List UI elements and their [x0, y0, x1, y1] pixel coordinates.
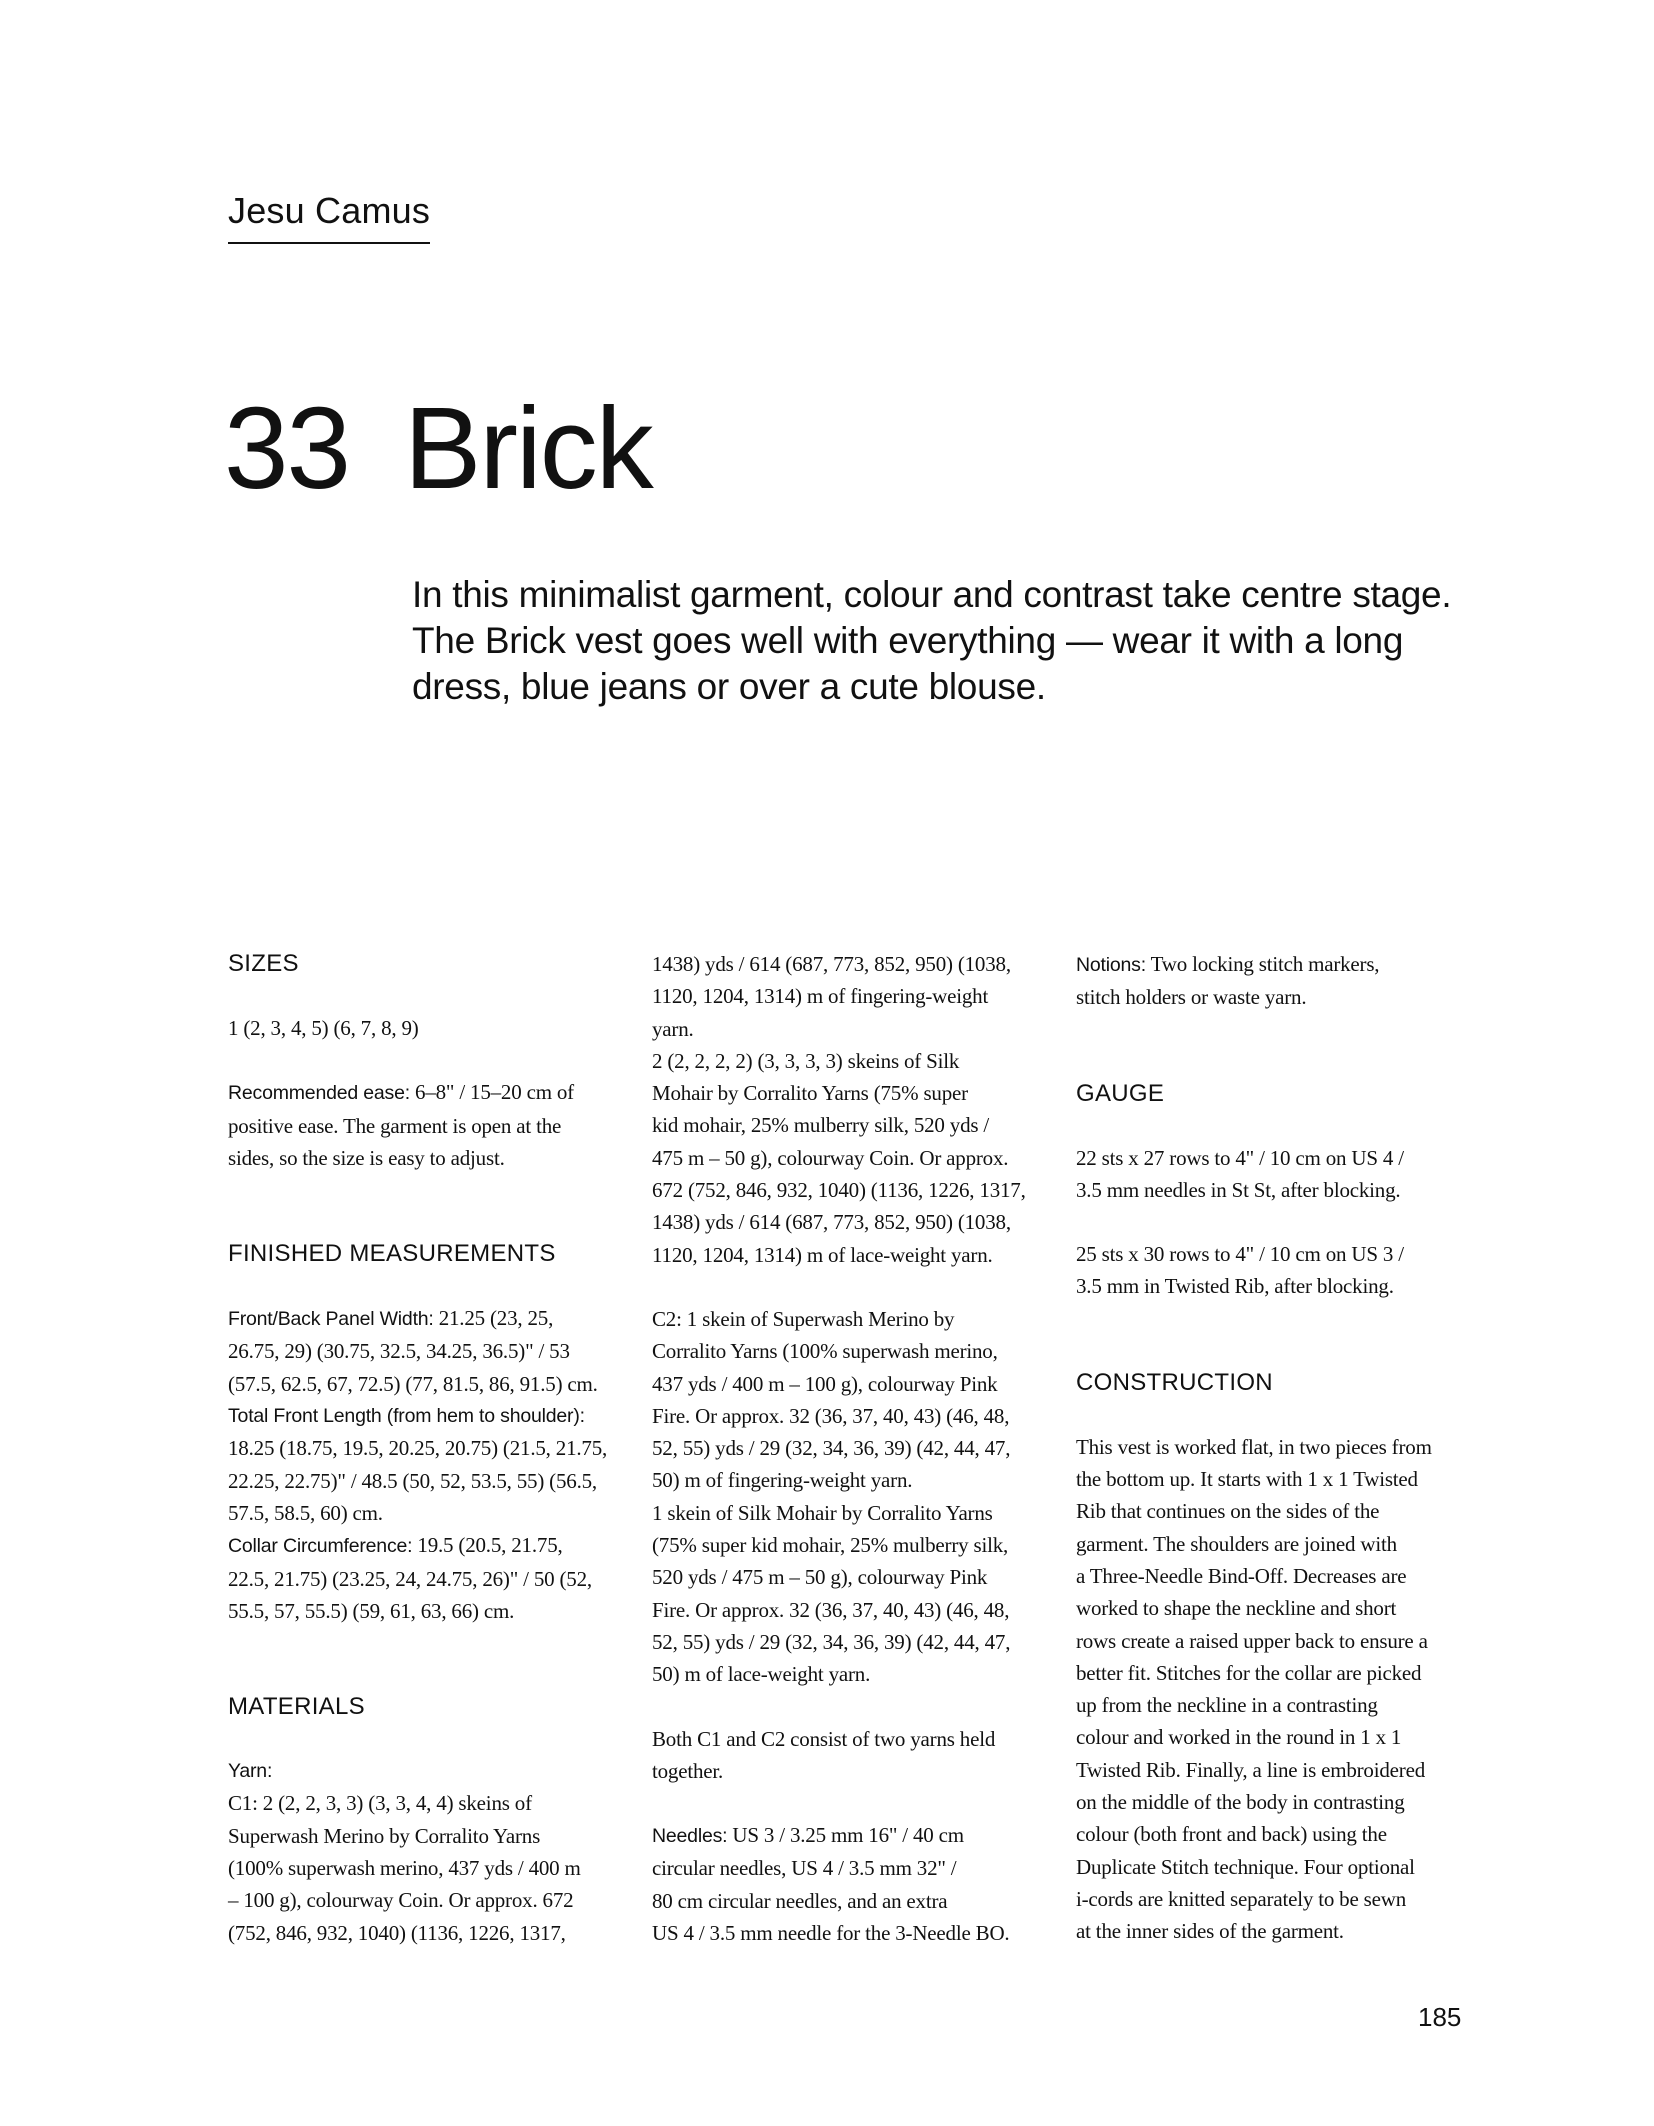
yarn-label: Yarn: [228, 1760, 273, 1783]
c2-line: C2: 1 skein of Superwash Merino by [652, 1306, 955, 1331]
c2-line: 50) m of fingering-weight yarn. [652, 1468, 913, 1493]
c1-line: C1: 2 (2, 2, 3, 3) (3, 3, 4, 4) skeins of [228, 1791, 532, 1816]
construction-heading: CONSTRUCTION [1076, 1368, 1273, 1396]
construction-line: on the middle of the body in contrasting [1076, 1790, 1405, 1815]
both-line: Both C1 and C2 consist of two yarns held [652, 1726, 996, 1751]
intro-line: The Brick vest goes well with everything — wear it with a long [412, 620, 1404, 661]
column-middle [652, 948, 1052, 1949]
c1-line: – 100 g), colourway Coin. Or approx. 672 [228, 1888, 574, 1913]
c1-line: Superwash Merino by Corralito Yarns [228, 1823, 541, 1848]
column-right [1076, 948, 1476, 1948]
c2-line: 50) m of lace-weight yarn. [652, 1662, 871, 1687]
c1-line: 1438) yds / 614 (687, 773, 852, 950) (1038, [652, 952, 1011, 976]
construction-line: Duplicate Stitch technique. Four optional [1076, 1854, 1415, 1879]
notions-label: Notions: [1076, 954, 1146, 976]
intro-paragraph [412, 572, 1492, 710]
gauge-heading: GAUGE [1076, 1079, 1165, 1107]
c2-line: Fire. Or approx. 32 (36, 37, 40, 43) (46, 48, [652, 1403, 1010, 1428]
needles-line: circular needles, US 4 / 3.5 mm 32" / [652, 1856, 957, 1881]
width-label: Front/Back Panel Width: [228, 1308, 434, 1331]
c2-line: 52, 55) yds / 29 (32, 34, 36, 39) (42, 44, 47, [652, 1629, 1011, 1654]
ease-label: Recommended ease: [228, 1082, 410, 1105]
pattern-number: 33 [224, 383, 350, 513]
construction-line: i-cords are knitted separately to be sewn [1076, 1886, 1407, 1911]
collar-label: Collar Circumference: [228, 1535, 413, 1558]
construction-line: the bottom up. It starts with 1 x 1 Twisted [1076, 1467, 1418, 1492]
c1-line: 672 (752, 846, 932, 1040) (1136, 1226, 1317, [652, 1178, 1026, 1203]
construction-line: colour (both front and back) using the [1076, 1822, 1387, 1847]
c1-line: 1120, 1204, 1314) m of lace-weight yarn. [652, 1242, 993, 1267]
c2-line: 437 yds / 400 m – 100 g), colourway Pink [652, 1371, 998, 1396]
construction-line: better fit. Stitches for the collar are picked [1076, 1660, 1422, 1685]
c1-line: Mohair by Corralito Yarns (75% super [652, 1081, 968, 1106]
width-line: (57.5, 62.5, 67, 72.5) (77, 81.5, 86, 91.5) cm. [228, 1371, 598, 1396]
c2-line: 520 yds / 475 m – 50 g), colourway Pink [652, 1565, 988, 1590]
column-left [228, 948, 628, 1949]
c2-line: 52, 55) yds / 29 (32, 34, 36, 39) (42, 44, 47, [652, 1436, 1011, 1461]
construction-line: at the inner sides of the garment. [1076, 1919, 1344, 1944]
gauge-line: 3.5 mm in Twisted Rib, after blocking. [1076, 1274, 1394, 1299]
construction-line: Rib that continues on the sides of the [1076, 1499, 1380, 1524]
length-line: 18.25 (18.75, 19.5, 20.25, 20.75) (21.5, 21.75, [228, 1436, 608, 1461]
both-line: together. [652, 1758, 724, 1783]
length-line: 22.25, 22.75)" / 48.5 (50, 52, 53.5, 55) (56.5, [228, 1468, 597, 1493]
c1-line: yarn. [652, 1016, 694, 1041]
c1-line: 1120, 1204, 1314) m of fingering-weight [652, 984, 989, 1009]
designer-name: Jesu Camus [228, 190, 430, 244]
construction-line: a Three-Needle Bind-Off. Decreases are [1076, 1563, 1407, 1588]
length-line: 57.5, 58.5, 60) cm. [228, 1500, 383, 1525]
collar-line: 22.5, 21.75) (23.25, 24, 24.75, 26)" / 50 (52, [228, 1566, 592, 1591]
c2-line: Fire. Or approx. 32 (36, 37, 40, 43) (46, 48, [652, 1597, 1010, 1622]
sizes-heading: SIZES [228, 950, 299, 977]
pattern-title [224, 383, 652, 513]
needles-line: Needles: US 3 / 3.25 mm 16" / 40 cm [652, 1823, 964, 1848]
gauge-line: 3.5 mm needles in St St, after blocking. [1076, 1177, 1401, 1202]
notions-line: Notions: Two locking stitch markers, [1076, 952, 1380, 976]
construction-line: worked to shape the neckline and short [1076, 1596, 1397, 1621]
gauge-line: 25 sts x 30 rows to 4" / 10 cm on US 3 / [1076, 1242, 1404, 1267]
construction-line: This vest is worked flat, in two pieces from [1076, 1434, 1432, 1459]
ease-line: sides, so the size is easy to adjust. [228, 1145, 505, 1170]
collar-line: Collar Circumference: 19.5 (20.5, 21.75, [228, 1533, 563, 1558]
length-label: Total Front Length (from hem to shoulder): [228, 1405, 585, 1428]
width-line: Front/Back Panel Width: 21.25 (23, 25, [228, 1306, 554, 1331]
c1-line: 475 m – 50 g), colourway Coin. Or approx. [652, 1145, 1009, 1170]
c1-line: 2 (2, 2, 2, 2) (3, 3, 3, 3) skeins of Silk [652, 1048, 960, 1073]
construction-line: up from the neckline in a contrasting [1076, 1693, 1378, 1718]
materials-heading: MATERIALS [228, 1693, 365, 1721]
construction-line: colour and worked in the round in 1 x 1 [1076, 1725, 1402, 1750]
needles-label: Needles: [652, 1825, 728, 1848]
measurements-heading: FINISHED MEASUREMENTS [228, 1240, 556, 1268]
construction-line: garment. The shoulders are joined with [1076, 1531, 1397, 1556]
sizes-list: 1 (2, 3, 4, 5) (6, 7, 8, 9) [228, 1016, 419, 1040]
ease-line: positive ease. The garment is open at the [228, 1113, 562, 1138]
c2-line: 1 skein of Silk Mohair by Corralito Yarns [652, 1500, 993, 1525]
needles-line: US 4 / 3.5 mm needle for the 3-Needle BO. [652, 1921, 1010, 1946]
pattern-name: Brick [404, 383, 652, 513]
c1-line: kid mohair, 25% mulberry silk, 520 yds / [652, 1113, 990, 1138]
construction-line: rows create a raised upper back to ensure a [1076, 1628, 1428, 1653]
intro-line: dress, blue jeans or over a cute blouse. [412, 666, 1046, 707]
intro-line: In this minimalist garment, colour and contrast take centre stage. [412, 574, 1452, 615]
notions-line: stitch holders or waste yarn. [1076, 985, 1307, 1010]
construction-line: Twisted Rib. Finally, a line is embroidered [1076, 1757, 1426, 1782]
page-number: 185 [1418, 2002, 1462, 2032]
collar-line: 55.5, 57, 55.5) (59, 61, 63, 66) cm. [228, 1598, 515, 1623]
c2-line: Corralito Yarns (100% superwash merino, [652, 1339, 998, 1364]
c1-line: (100% superwash merino, 437 yds / 400 m [228, 1856, 581, 1881]
c1-line: 1438) yds / 614 (687, 773, 852, 950) (1038, [652, 1210, 1011, 1235]
gauge-line: 22 sts x 27 rows to 4" / 10 cm on US 4 / [1076, 1145, 1404, 1170]
ease-line: Recommended ease: 6–8" / 15–20 cm of [228, 1080, 574, 1105]
c2-line: (75% super kid mohair, 25% mulberry silk, [652, 1533, 1009, 1558]
c1-line: (752, 846, 932, 1040) (1136, 1226, 1317, [228, 1920, 566, 1945]
width-line: 26.75, 29) (30.75, 32.5, 34.25, 36.5)" / 53 [228, 1339, 570, 1364]
needles-line: 80 cm circular needles, and an extra [652, 1888, 948, 1913]
